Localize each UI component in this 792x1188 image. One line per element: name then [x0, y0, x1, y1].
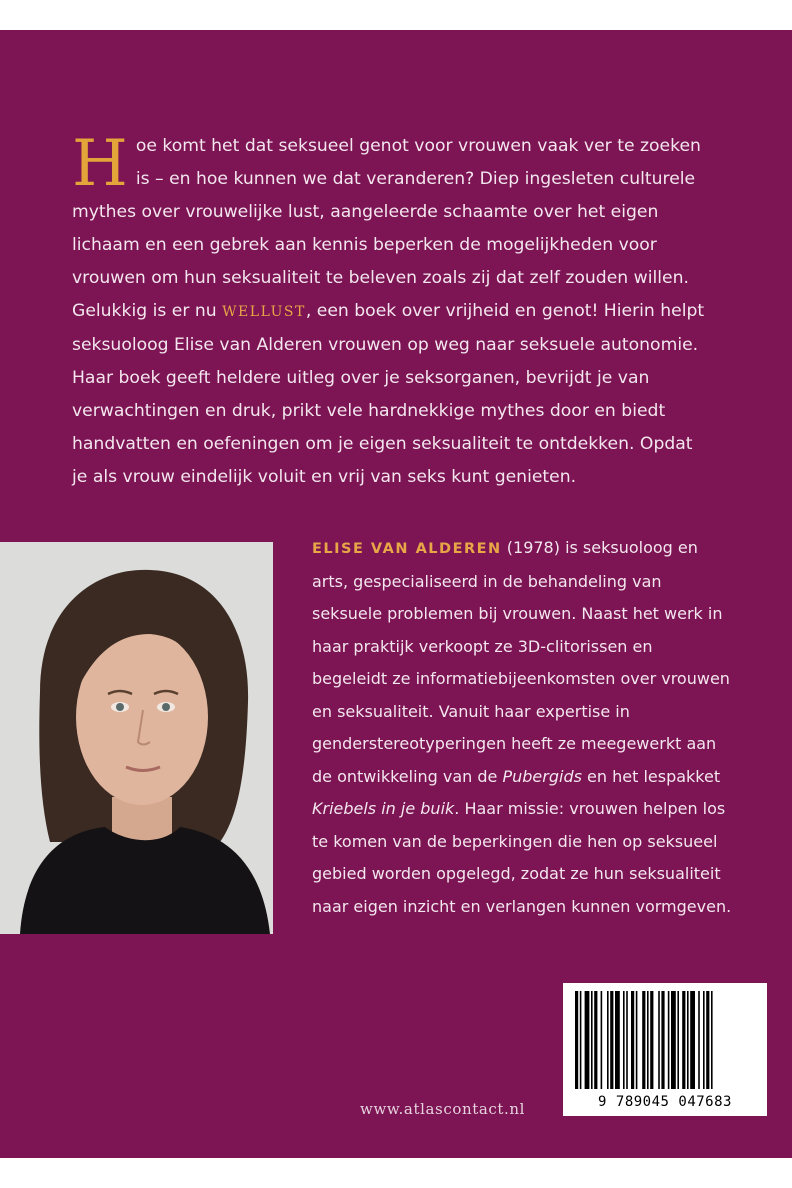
blurb-text-2: , een boek over vrijheid en genot! Hierin helpt seksuoloog Elise van Alderen vrouwen op weg naar seksuele autonomie. Haar boek geeft heldere uitleg over je seksorganen, bevrijdt je van verwachtingen en druk, prikt vele hardnekkige mythes door en biedt handvatten en oefeningen om je eigen seksualiteit te ontdekken. Opdat je als vrouw eindelijk voluit en vrij van seks kunt genieten.: [72, 301, 705, 487]
barcode-bar: [591, 991, 593, 1089]
barcode-bar: [615, 991, 620, 1089]
barcode-bar: [661, 991, 664, 1089]
barcode-bar: [668, 991, 670, 1089]
barcode-bar: [580, 991, 582, 1089]
barcode-bar: [658, 991, 660, 1089]
author-name: ELISE VAN ALDEREN: [312, 541, 502, 557]
bio-text-1: (1978) is seksuoloog en arts, gespecialiseerd in de behandeling van seksuele problemen bij vrouwen. Naast het werk in haar praktijk verkoopt ze 3D-clitorissen en begeleidt ze informatiebijeenkomsten over vrouwen en seksualiteit. Vanuit haar expertise in genderstereotyperingen heeft ze meegewerkt aan de ontwikkeling van de: [312, 538, 730, 786]
book-title-wellust: WELLUST: [222, 304, 306, 320]
barcode-bar: [706, 991, 709, 1089]
publisher-url: www.atlascontact.nl: [360, 1100, 526, 1118]
bio-text-3: . Haar missie: vrouwen helpen los te komen van de beperkingen die hen op seksueel gebied worden opgelegd, zodat ze hun seksualiteit naar eigen inzicht en verlangen kunnen vormgeven.: [312, 799, 732, 916]
author-portrait-image: [0, 542, 273, 934]
barcode-bar: [607, 991, 609, 1089]
isbn-number: 9 789045 047683: [598, 1094, 732, 1110]
back-cover: [0, 30, 792, 1158]
barcode-bar: [594, 991, 597, 1089]
barcode-bar: [682, 991, 685, 1089]
barcode-bar: [642, 991, 645, 1089]
barcode-bar: [711, 991, 713, 1089]
barcode-bar: [703, 991, 705, 1089]
barcode-bar: [650, 991, 653, 1089]
blurb-text-1: oe komt het dat seksueel genot voor vrouwen vaak ver te zoeken is – en hoe kunnen we dat veranderen? Diep ingesleten culturele mythes over vrouwelijke lust, aangeleerde schaamte over het eigen lichaam en een gebrek aan kennis beperken de mogelijkheden voor vrouwen om hun seksualiteit te beleven zoals zij dat zelf zouden willen. Gelukkig is er nu: [72, 136, 701, 321]
barcode-bar: [601, 991, 603, 1089]
barcode-bars: [575, 991, 755, 1089]
blurb-paragraph: [72, 127, 712, 494]
barcode-bar: [610, 991, 613, 1089]
barcode-bar: [687, 991, 689, 1089]
author-bio: [312, 532, 732, 923]
barcode-bar: [631, 991, 634, 1089]
barcode-bar: [647, 991, 649, 1089]
bio-italic-kriebels: Kriebels in je buik: [312, 799, 455, 818]
barcode-box: [563, 983, 767, 1116]
bio-text-2: en het lespakket: [581, 766, 721, 786]
barcode-bar: [690, 991, 695, 1089]
author-photo: [0, 542, 273, 934]
barcode-bar: [636, 991, 638, 1089]
barcode-bar: [585, 991, 590, 1089]
bio-italic-pubergids: Pubergids: [502, 766, 582, 786]
barcode-bar: [677, 991, 679, 1089]
drop-cap: H: [72, 127, 128, 201]
barcode-bar: [698, 991, 700, 1089]
barcode-bar: [575, 991, 578, 1089]
barcode-bar: [671, 991, 676, 1089]
barcode-bar: [623, 991, 625, 1089]
barcode-bar: [626, 991, 628, 1089]
